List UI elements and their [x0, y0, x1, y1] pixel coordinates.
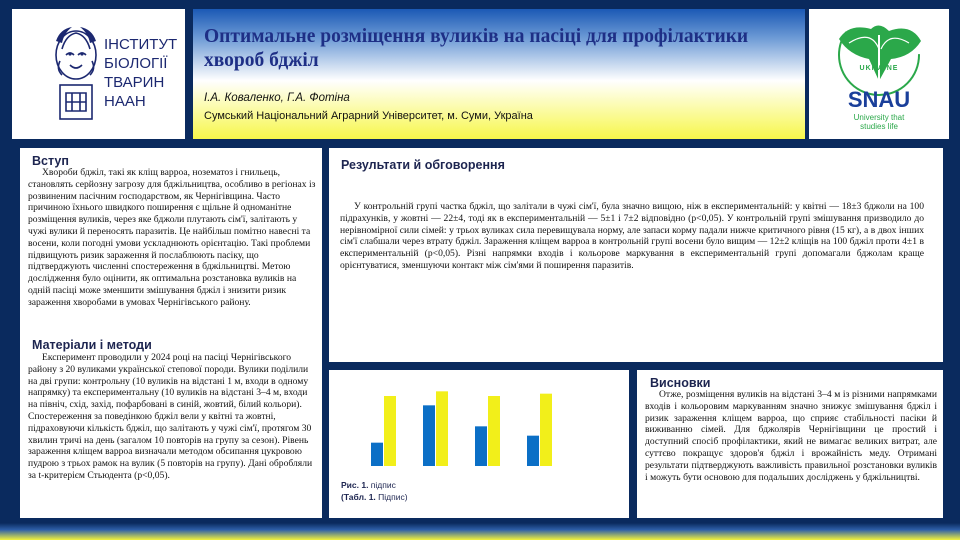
- methods-text: Експеримент проводили у 2024 році на пасіці Чернігівського району з 20 вуликами української степової породи. Вулики поділили на дві групи: контрольну (10 вуликів на відстані 1 м, входи в одному напрямку) та експериментальну (10 вуликів на відстані 3–4 м, входи на північ, схід, захід, пофарбовані в синій, жовтий, білий кольори). Спостереження за поведінкою бджіл вели у квітні та жовтні, підраховуючи кількість бджіл, що залітають у чужі сім'ї, протягом 30 хвилин тричі на день (загалом 10 повторів на групу за сезон). Рівень зараження кліщем варроа визначали методом обсипання цукровою пудрою з трьох рамок на вулик (5 повторів на групу). Дані обробляли за t-критерієм Стьюдента (p<0,05).: [28, 352, 313, 481]
- institute-name-line: НААН: [104, 93, 146, 110]
- institute-name-line: БІОЛОГІЇ: [104, 55, 168, 72]
- results-text: У контрольній групі частка бджіл, що залітали в чужі сім'ї, була значно вищою, ніж в експериментальній: у квітні — 18±3 бджоли на 100 підрахунків, у жовтні — 22±4, тоді як в експериментальній — 5±1 і 7±2 відповідно (p<0,05). У контрольній групі змішування призводило до нерівномірної сили сімей: у трьох вуликах сила перевищувала норму, але запаси корму падали нижче критичного рівня (15 кг), а в двох інших сім'ї слабшали через втрату бджіл. Зараження кліщем варроа в контрольній групі восени було вищим — 12±2 кліщів на 100 бджіл проти 4±1 в експериментальній (p<0,05). Різні напрямки входів і кольорове маркування в експериментальній групі допомагали бджолам краще орієнтуватися, зменшуючи контакт між сім'ями й поширення паразитів.: [340, 201, 924, 271]
- intro-methods-panel: [20, 148, 322, 518]
- methods-section: [32, 338, 152, 352]
- institute-name: [104, 35, 177, 111]
- snau-name: SNAU: [847, 87, 911, 112]
- conclusions-text: Отже, розміщення вуликів на відстані 3–4 м із різними напрямками входів і кольоровим маркуванням значно знижує змішування бджіл і ризик зараження кліщем варроа, що сприяє стабільності пасіки й виживанню сімей. Для бджолярів Чернігівщини це простий і доступний спосіб профілактики, який не вимагає великих витрат, але суттєво покращує здоров'я бджіл і врожайність меду. Отримані результати підтверджують важливість правильної розстановки вуликів і можуть бути основою для подальших досліджень у бджільництві.: [645, 389, 937, 483]
- snau-tagline-line: studies life: [860, 122, 898, 131]
- snau-country: UKRAINE: [859, 65, 899, 72]
- table-caption-label: (Табл. 1.: [341, 492, 376, 502]
- bar-blue-1: [371, 443, 383, 466]
- bar-blue-2: [423, 405, 435, 466]
- figure-caption: [341, 480, 396, 490]
- snau-tagline: [809, 113, 949, 131]
- poster-title: Оптимальне розміщення вуликів на пасіці для профілактики хвороб бджіл: [204, 26, 749, 71]
- table-caption-text: Підпис): [375, 492, 408, 502]
- institute-name-line: ІНСТИТУТ: [104, 36, 178, 53]
- figure-panel: [329, 370, 629, 518]
- table-caption: [341, 492, 408, 502]
- bar-chart: [329, 370, 629, 480]
- poster-header: [193, 9, 805, 139]
- snau-logo-panel: [809, 9, 949, 139]
- bar-yellow-1: [384, 396, 396, 466]
- affiliation: Сумський Національний Аграрний Університет, м. Суми, Україна: [204, 110, 533, 122]
- figure-caption-text: підпис: [368, 480, 396, 490]
- methods-heading: Матеріали і методи: [32, 338, 152, 352]
- lion-emblem-icon: [52, 25, 100, 123]
- bar-yellow-2: [436, 391, 448, 466]
- bar-blue-4: [527, 436, 539, 466]
- conclusions-heading: Висновки: [650, 376, 711, 390]
- conclusions-panel: [637, 370, 943, 518]
- intro-heading: Вступ: [32, 154, 69, 168]
- bar-yellow-3: [488, 396, 500, 466]
- bar-blue-3: [475, 426, 487, 466]
- bottom-gradient-stripe: [0, 523, 960, 540]
- results-heading: Результати й обговорення: [341, 158, 505, 172]
- authors: І.А. Коваленко, Г.А. Фотіна: [204, 92, 350, 104]
- results-panel: [329, 148, 943, 362]
- snau-tagline-line: University that: [853, 113, 905, 122]
- figure-caption-label: Рис. 1.: [341, 480, 369, 490]
- institute-logo-panel: [12, 9, 185, 139]
- intro-text: Хвороби бджіл, такі як кліщ варроа, нозематоз і гнильець, становлять серйозну загрозу для бджільництва, особливо в регіонах із розвиненим пасічним господарством, як Чернігівщина. Часто причиною їхнього швидкого поширення є щільне й одноманітне розміщення вуликів, через яке бджоли плутають сім'ї, залітають у чужі вулики й переносять паразитів. Це найбільш помітно навесні та восени, коли погодні умови ускладнюють орієнтацію. Такі проблеми підвищують ризик зараження й послаблюють пасіку, що підтверджують численні спостереження в бджільництві. Метою дослідження було оцінити, як оптимальна розстановка вуликів на одній пасіці може зменшити змішування бджіл і знизити ризик зараження хворобами в умовах Чернігівського району.: [28, 167, 316, 308]
- institute-name-line: ТВАРИН: [104, 74, 165, 91]
- bar-yellow-4: [540, 394, 552, 466]
- intro-section: [32, 154, 69, 168]
